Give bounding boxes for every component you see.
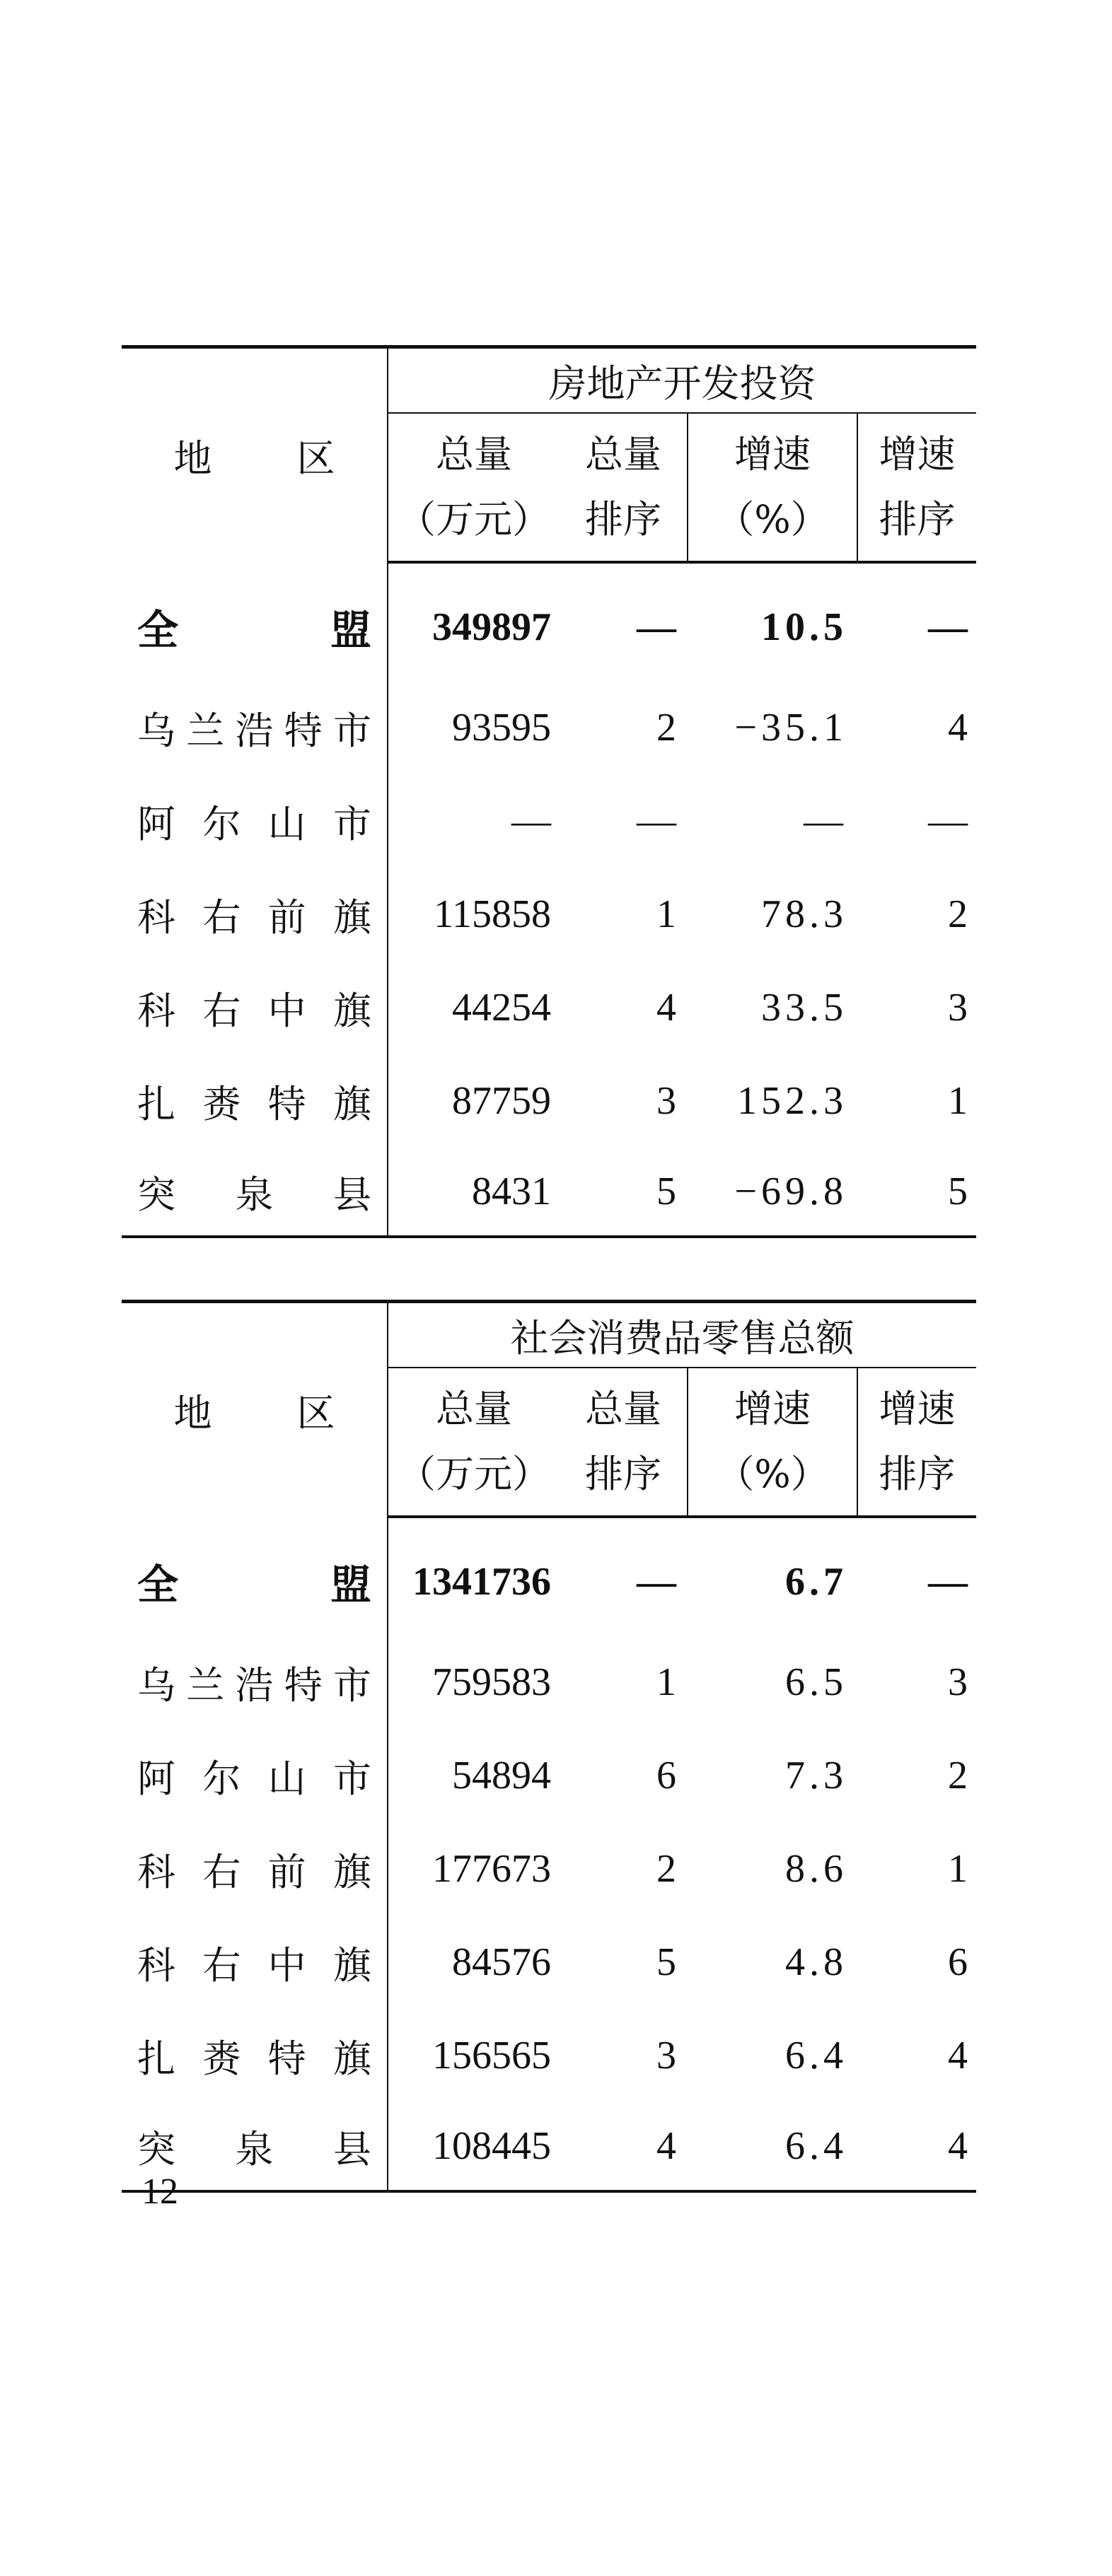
total-cell: 87759 (452, 1079, 551, 1123)
table-row (122, 1916, 976, 2009)
growth-rank-cell: 4 (857, 2102, 976, 2191)
page-number: 12 (141, 2172, 178, 2212)
total-rank-cell: 4 (560, 2102, 688, 2191)
total-rank-cell: 3 (656, 2034, 676, 2077)
growth-rank-cell: 5 (857, 1148, 976, 1237)
growth-cell: −35.1 (734, 706, 847, 750)
region-name: 乌 兰 浩 特 市 (122, 1636, 388, 1729)
growth-rank-cell: — (928, 799, 968, 843)
region-header-char: 地 (173, 1390, 212, 1435)
region-name: 突 泉 县 (122, 1148, 388, 1237)
growth-rank-cell: 1 (948, 1847, 968, 1891)
region-header-char: 区 (296, 1390, 335, 1435)
real-estate-investment-table (122, 345, 976, 1238)
growth-rank-cell: 2 (948, 1754, 968, 1797)
region-name: 科 右 前 旗 (122, 1822, 388, 1916)
growth-cell: 4.8 (785, 1940, 847, 1984)
total-row (122, 1517, 976, 1636)
total-rank-cell: — (637, 1560, 676, 1604)
region-name: 扎 赉 特 旗 (122, 1054, 388, 1148)
growth-rank-cell: 4 (948, 706, 968, 750)
total-rank-cell: 1 (656, 892, 676, 936)
total-cell: 44254 (452, 986, 551, 1030)
table-row (122, 2009, 976, 2102)
total-cell: 93595 (452, 706, 551, 750)
table-row (122, 774, 976, 868)
growth-cell: 78.3 (761, 892, 847, 936)
growth-rank-cell: 4 (948, 2034, 968, 2077)
region-name: 突 泉 县 (122, 2102, 388, 2191)
table-row (122, 1054, 976, 1148)
growth-rank-cell: — (928, 605, 968, 649)
growth-cell: 6.7 (785, 1560, 847, 1604)
total-cell: 759583 (432, 1660, 551, 1704)
growth-cell: 33.5 (761, 986, 847, 1030)
region-name: 扎 赉 特 旗 (122, 2009, 388, 2102)
table-row (122, 868, 976, 961)
region-header (122, 347, 388, 563)
total-rank-cell: 5 (560, 1148, 688, 1237)
total-cell: 349897 (432, 605, 551, 649)
table-row (122, 1729, 976, 1822)
total-rank-cell: 3 (656, 1079, 676, 1123)
region-name: 全 盟 (122, 562, 388, 681)
table-row (122, 1148, 976, 1237)
growth-rank-cell: 1 (948, 1079, 968, 1123)
table-row (122, 1822, 976, 1916)
column-header-growth: 增速 （%） (688, 413, 857, 562)
total-rank-cell: 1 (656, 1660, 676, 1704)
growth-cell: 152.3 (737, 1079, 847, 1123)
total-rank-cell: 5 (656, 1940, 676, 1984)
total-cell: 115858 (434, 892, 551, 936)
growth-rank-cell: 3 (948, 1660, 968, 1704)
column-header-growth-rank: 增速 排序 (857, 1368, 976, 1517)
region-name: 科 右 中 旗 (122, 961, 388, 1054)
total-rank-cell: — (637, 799, 676, 843)
total-rank-cell: 6 (656, 1754, 676, 1797)
region-name: 科 右 前 旗 (122, 868, 388, 961)
total-rank-cell: 2 (656, 706, 676, 750)
growth-cell: 10.5 (761, 605, 847, 649)
region-name: 全 盟 (122, 1517, 388, 1636)
region-header-char: 区 (296, 436, 335, 481)
retail-sales-table (122, 1300, 976, 2193)
region-name: 科 右 中 旗 (122, 1916, 388, 2009)
growth-cell: −69.8 (688, 1148, 857, 1237)
total-cell: 177673 (432, 1847, 551, 1891)
column-header-total: 总量 （万元） (388, 1368, 560, 1517)
growth-cell: 7.3 (785, 1754, 847, 1797)
total-cell: 1341736 (412, 1560, 551, 1604)
total-rank-cell: — (637, 605, 676, 649)
group-title: 社会消费品零售总额 (388, 1302, 976, 1368)
column-header-growth-rank: 增速 排序 (857, 413, 976, 562)
growth-cell: 6.4 (785, 2034, 847, 2077)
total-cell: 54894 (452, 1754, 551, 1797)
total-rank-cell: 2 (656, 1847, 676, 1891)
table-row (122, 961, 976, 1054)
total-rank-cell: 4 (656, 986, 676, 1030)
group-title: 房地产开发投资 (388, 347, 976, 414)
growth-rank-cell: 3 (948, 986, 968, 1030)
region-name: 乌 兰 浩 特 市 (122, 681, 388, 774)
growth-rank-cell: 2 (948, 892, 968, 936)
total-cell: — (511, 799, 551, 843)
growth-rank-cell: 6 (948, 1940, 968, 1984)
total-cell: 8431 (388, 1148, 560, 1237)
region-header (122, 1302, 388, 1517)
growth-rank-cell: — (928, 1560, 968, 1604)
column-header-total-rank: 总量 排序 (560, 413, 688, 562)
growth-cell: 6.5 (785, 1660, 847, 1704)
table-row (122, 681, 976, 774)
region-name: 阿 尔 山 市 (122, 774, 388, 868)
column-header-total-rank: 总量 排序 (560, 1368, 688, 1517)
table-row (122, 2102, 976, 2191)
growth-cell: 8.6 (785, 1847, 847, 1891)
total-cell: 156565 (432, 2034, 551, 2077)
total-row (122, 562, 976, 681)
growth-cell: 6.4 (688, 2102, 857, 2191)
column-header-total: 总量 （万元） (388, 413, 560, 562)
region-header-char: 地 (173, 436, 212, 481)
total-cell: 84576 (452, 1940, 551, 1984)
region-name: 阿 尔 山 市 (122, 1729, 388, 1822)
table-row (122, 1636, 976, 1729)
column-header-growth: 增速 （%） (688, 1368, 857, 1517)
growth-cell: — (804, 799, 847, 843)
total-cell: 108445 (388, 2102, 560, 2191)
